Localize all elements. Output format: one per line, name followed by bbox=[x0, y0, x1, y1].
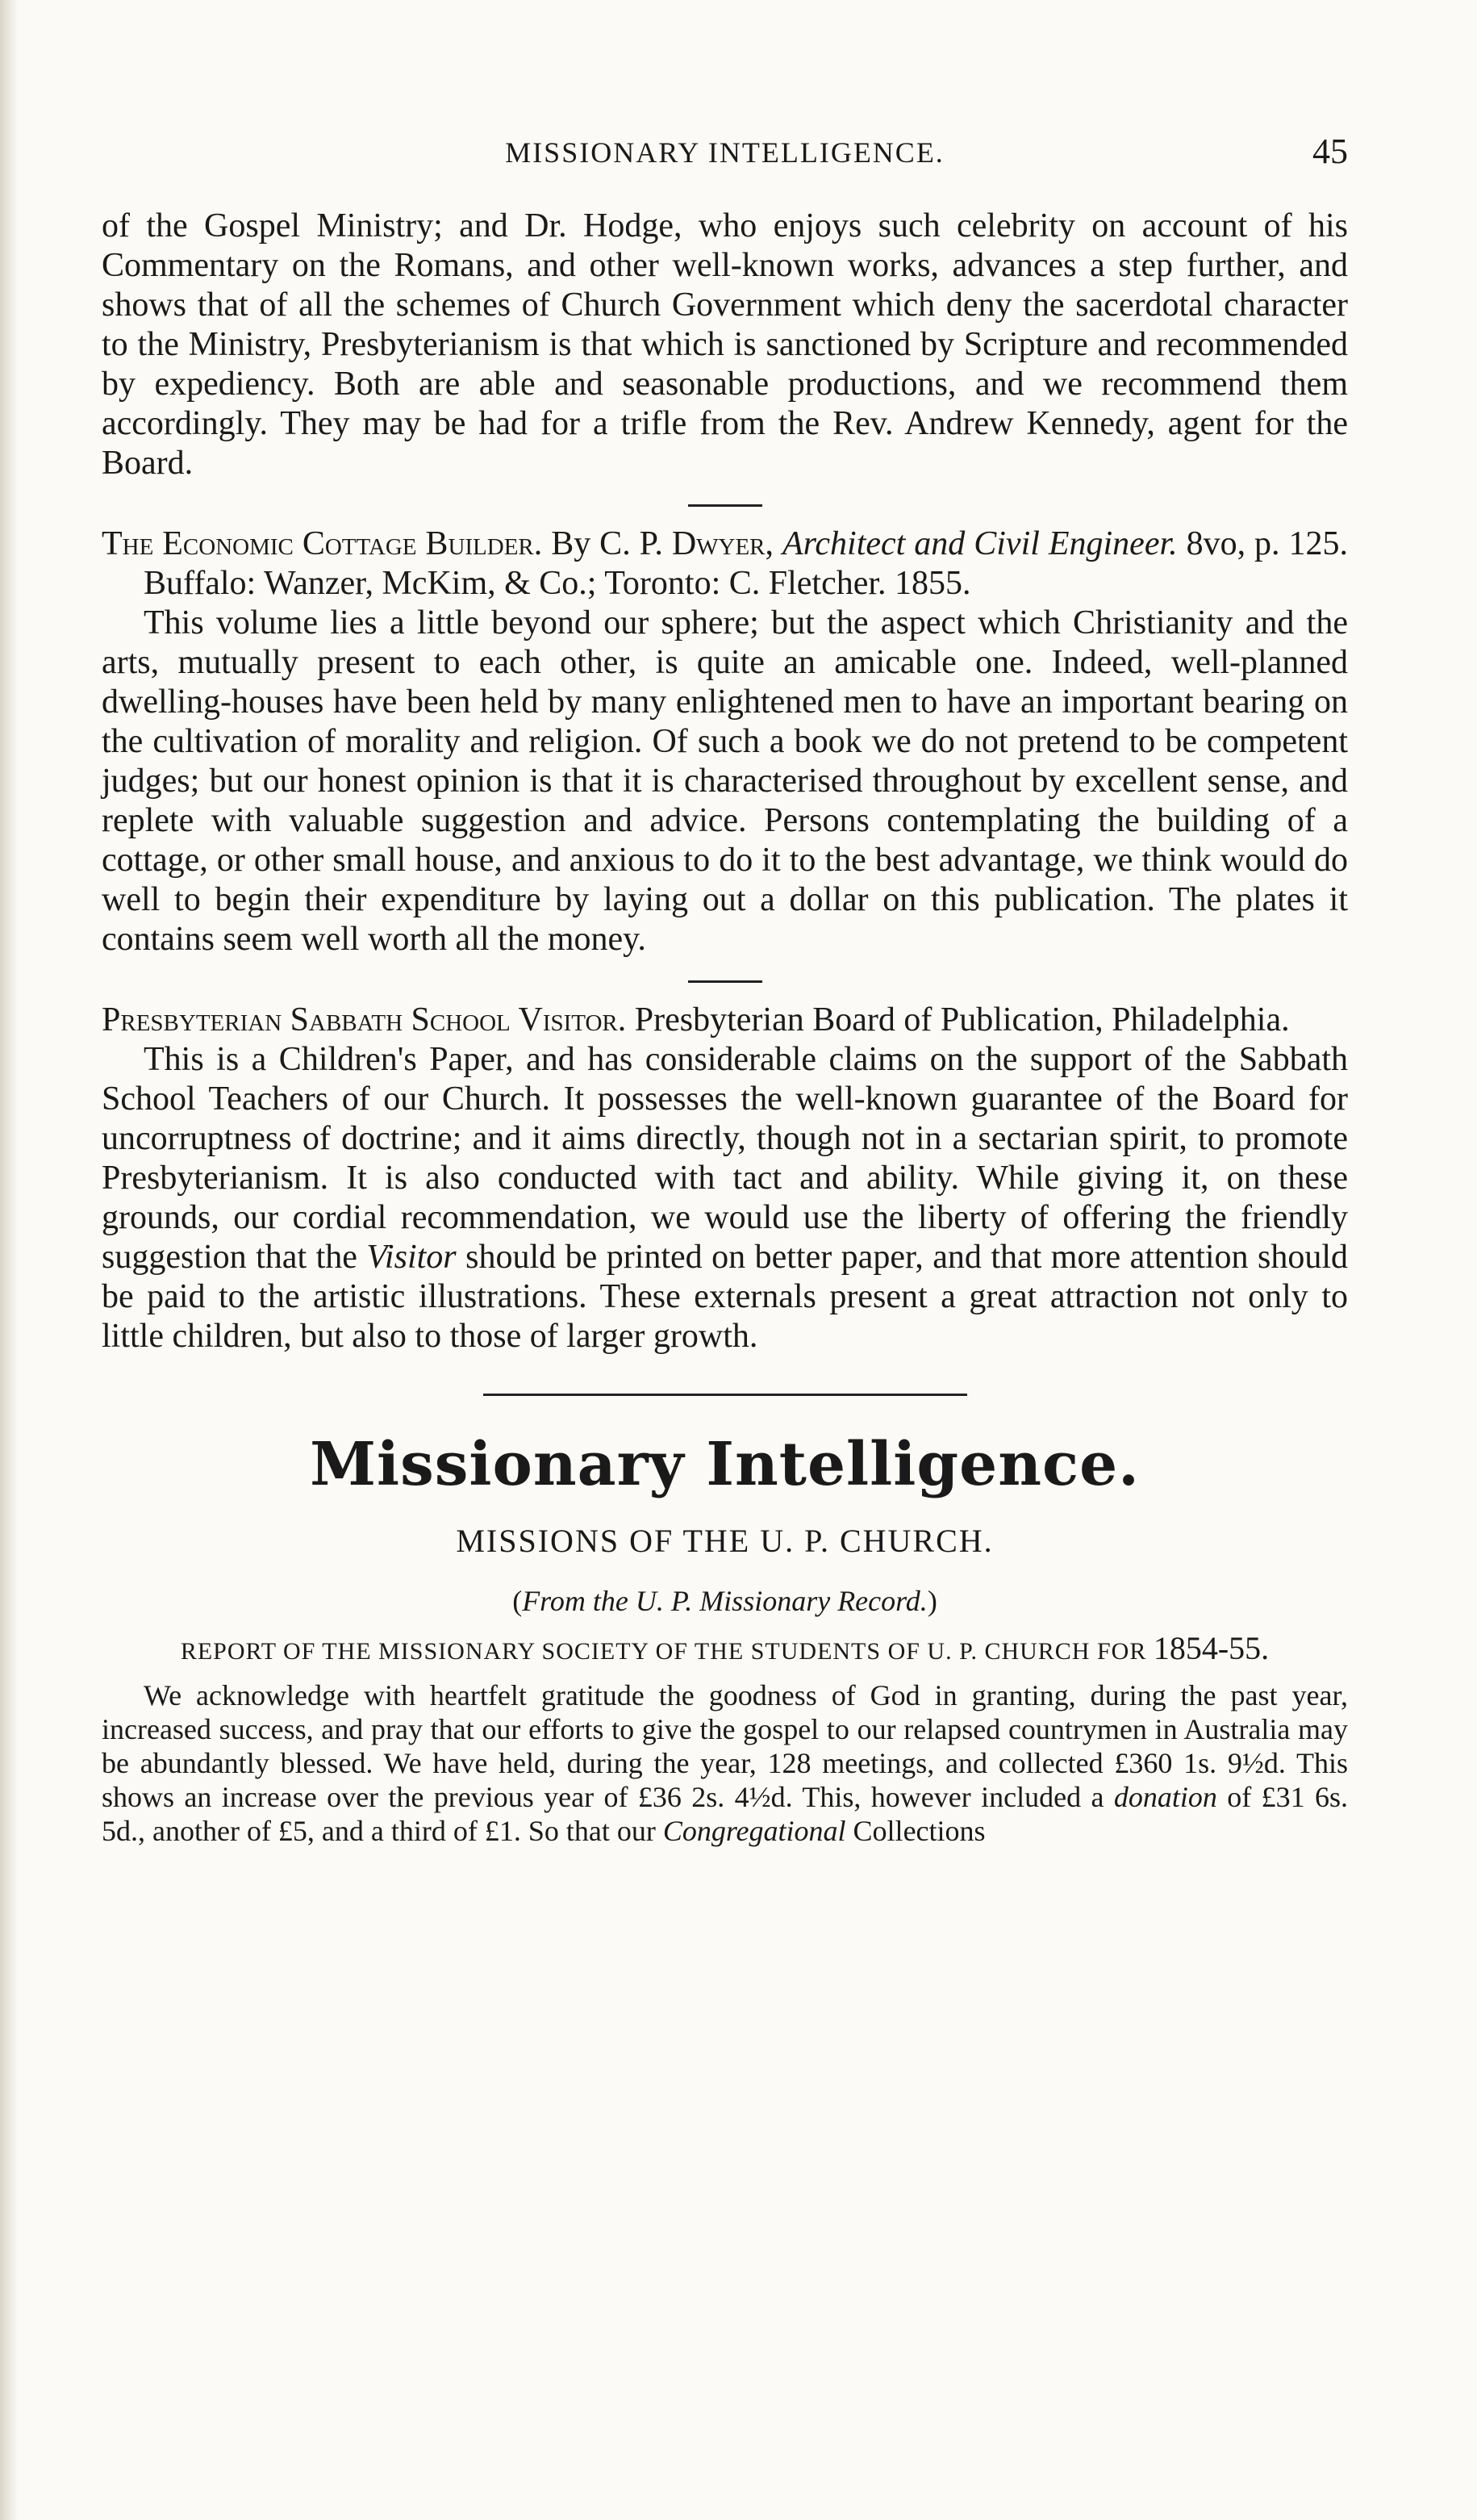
review-by: By C. P. bbox=[551, 525, 663, 562]
source-paren-open: ( bbox=[512, 1585, 523, 1617]
review-body-school-visitor bbox=[102, 1040, 1348, 1356]
source-paren-close: ) bbox=[927, 1585, 937, 1617]
review-author: Dwyer, bbox=[671, 525, 774, 562]
section-subtitle: MISSIONS OF THE U. P. CHURCH. bbox=[456, 1523, 994, 1559]
review-body-text: should be printed on better paper, and that more attention should be paid to the artistic illustrations. These externals present a great attraction not only to little children, but also to those of larger growth. bbox=[102, 1239, 1349, 1355]
report-year: 1854-55. bbox=[1153, 1630, 1270, 1666]
review-body-cottage-builder: This volume lies a little beyond our sphere; but the aspect which Christianity and the arts, mutually present to each other, is quite an amicable one. Indeed, well-planned dwelling-houses have been held by many enlightened men to have an important bearing on the cultivation of morality and religion. Of such a book we do not pretend to be competent judges; but our honest opinion is that it is characterised throughout by excellent sense, and replete with valuable suggestion and advice. Persons contemplating the building of a cottage, or other small house, and anxious to do it to the best advantage, we think would do well to begin their expenditure by laying out a dollar on this publication. The plates it contains seem well worth all the money. bbox=[102, 604, 1348, 958]
page-content bbox=[102, 121, 1348, 1848]
source-from: From bbox=[522, 1585, 586, 1617]
section-title: Missionary Intelligence. bbox=[310, 1430, 1140, 1499]
review-author-role: Architect and Civil Engineer. bbox=[782, 525, 1178, 562]
page-number: 45 bbox=[1312, 132, 1348, 171]
source-line bbox=[102, 1584, 1348, 1618]
report-italic: donation bbox=[1113, 1781, 1217, 1813]
intro-paragraph: of the Gospel Ministry; and Dr. Hodge, who enjoys such celebrity on account of his Commentary on the Romans, and other well-known works, advances a step further, and shows that of all the schemes of Church Government which deny the sacerdotal character to the Ministry, Presbyterianism is that which is sanctioned by Scripture and recommended by expediency. Both are able and seasonable productions, and we recommend them accordingly. They may be had for a trifle from the Rev. Andrew Kennedy, agent for the Board. bbox=[102, 207, 1348, 482]
review-body-text: This is a Children's Paper, and has considerable claims on the support of the Sabbath School Teachers of our Church. It possesses the well-known guarantee of the Board for uncorruptness of doctrine; and it aims directly, though not in a sectarian spirit, to promote Presbyterianism. It is also conducted with tact and ability. While giving it, on these grounds, our cordial recommendation, we would use the liberty of offering the friendly suggestion that the bbox=[102, 1041, 1348, 1276]
review-title: Presbyterian Sabbath School Visitor. bbox=[102, 1001, 627, 1039]
source-name: the U. P. Missionary Record. bbox=[592, 1585, 928, 1617]
running-head bbox=[102, 121, 1348, 178]
report-text: We acknowledge with heartfelt gratitude the goodness of God in granting, during the past year, increased success, and pray that our efforts to give the gospel to our relapsed countrymen in Australia may be abundantly blessed. We have held, during the year, 128 meetings, and collected £360 1s. 9½d. This shows an increase over the previous year of £36 2s. 4½d. This, however included a bbox=[102, 1679, 1348, 1813]
running-title: MISSIONARY INTELLIGENCE. bbox=[505, 136, 945, 169]
review-title: The Economic Cottage Builder. bbox=[102, 525, 543, 562]
page-binding-edge bbox=[0, 0, 18, 2520]
review-heading-school-visitor bbox=[102, 1001, 1348, 1040]
section-divider-long bbox=[483, 1394, 967, 1396]
report-text: of £31 6s. 5d., another of £5, and a third of £1. So that our bbox=[102, 1781, 1349, 1847]
report-text: Collections bbox=[853, 1815, 986, 1847]
review-details: Presbyterian Board of Publication, Philadelphia. bbox=[634, 1001, 1290, 1039]
review-details: 8vo, p. 125. Buffalo: Wanzer, McKim, & Co.; Toronto: C. Fletcher. 1855. bbox=[144, 525, 1349, 602]
review-heading-cottage-builder bbox=[102, 524, 1348, 604]
report-paragraph bbox=[102, 1678, 1348, 1848]
report-heading-text: REPORT OF THE MISSIONARY SOCIETY OF THE STUDENTS OF U. P. CHURCH FOR bbox=[180, 1638, 1147, 1665]
report-italic: Congregational bbox=[662, 1815, 846, 1847]
section-divider bbox=[688, 980, 762, 983]
review-body-italic: Visitor bbox=[366, 1239, 457, 1276]
section-divider bbox=[688, 504, 762, 507]
report-heading bbox=[102, 1629, 1348, 1667]
